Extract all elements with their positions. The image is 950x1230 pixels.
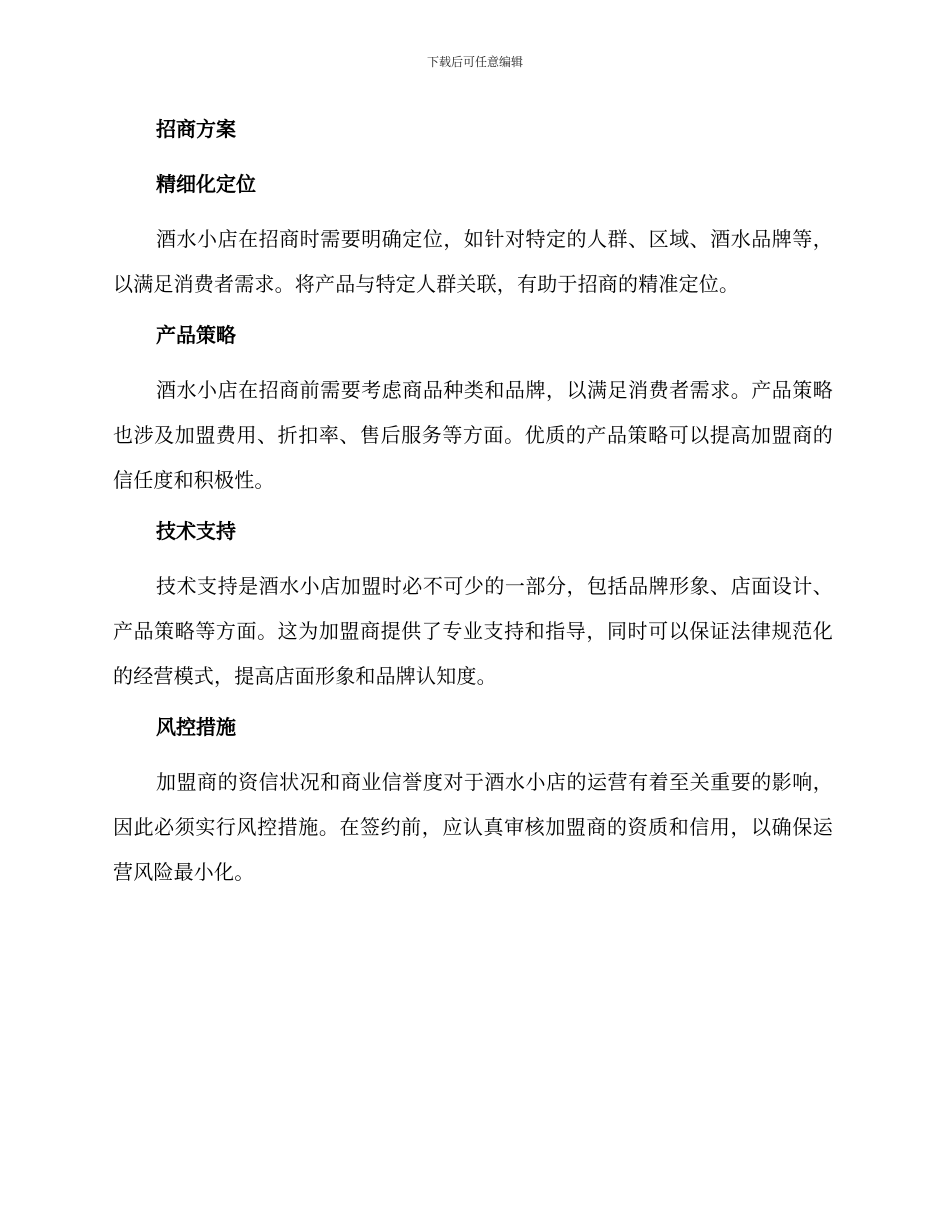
section-heading-positioning: 精细化定位 [156, 172, 256, 196]
section-heading-technical-support: 技术支持 [156, 519, 236, 543]
document-title: 招商方案 [156, 117, 236, 141]
section-body-positioning: 酒水小店在招商时需要明确定位，如针对特定的人群、区域、酒水品牌等，以满足消费者需求。将产品与特定人群关联，有助于招商的精准定位。 [113, 227, 833, 296]
header-note: 下载后可任意编辑 [426, 55, 523, 69]
section-body-technical-support: 技术支持是酒水小店加盟时必不可少的一部分，包括品牌形象、店面设计、产品策略等方面。这为加盟商提供了专业支持和指导，同时可以保证法律规范化的经营模式，提高店面形象和品牌认知度。 [113, 574, 833, 688]
section-heading-product-strategy: 产品策略 [156, 323, 236, 347]
section-body-risk-control: 加盟商的资信状况和商业信誉度对于酒水小店的运营有着至关重要的影响，因此必须实行风控措施。在签约前，应认真审核加盟商的资质和信用，以确保运营风险最小化。 [113, 770, 833, 884]
section-heading-risk-control: 风控措施 [156, 715, 236, 739]
section-body-product-strategy: 酒水小店在招商前需要考虑商品种类和品牌，以满足消费者需求。产品策略也涉及加盟费用、折扣率、售后服务等方面。优质的产品策略可以提高加盟商的信任度和积极性。 [113, 378, 833, 492]
document-content [113, 113, 833, 907]
